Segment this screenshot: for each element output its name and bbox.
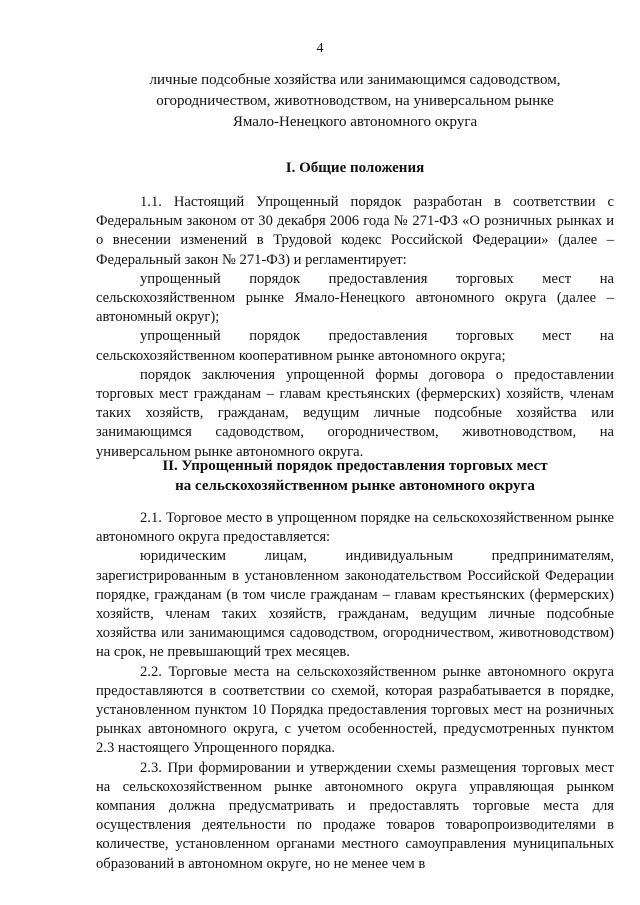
paragraph-list-item: юридическим лицам, индивидуальным предпринимателям, зарегистрированным в установленном законодательством Российской Федерации порядке, гражданам (в том числе гражданам – главам крестьянских (фермерских) хозяйств, членам таких хозяйств, гражданам, ведущим личные подсобные хозяйства или занимающимся садоводством, огородничеством, животноводством) на срок, не превышающий трех месяцев.	[96, 548, 614, 661]
paragraph-2-2: 2.2. Торговые места на сельскохозяйственном рынке автономного округа предоставляются в соответствии со схемой, которая разрабатывается в порядке, установленном пунктом 10 Порядка предоставления торговых мест на розничных рынках автономного округа, с учетом особенностей, предусмотренных пунктом 2.3 настоящего Упрощенного порядка.	[96, 663, 614, 757]
paragraph-list-item: упрощенный порядок предоставления торговых мест на сельскохозяйственном кооперативном рынке автономного округа;	[96, 328, 614, 364]
paragraph-list-item: порядок заключения упрощенной формы договора о предоставлении торговых мест гражданам – главам крестьянских (фермерских) хозяйств, членам таких хозяйств, гражданам, ведущим личные подсобные хозяйства или занимающимся садоводством, огородничеством, животноводством, на универсальном рынке автономного округа.	[96, 366, 614, 460]
title-line: Ямало-Ненецкого автономного округа	[232, 114, 478, 130]
paragraph-list-item: упрощенный порядок предоставления торговых мест на сельскохозяйственном рынке Ямало-Ненецкого автономного округа (далее – автономный округ);	[96, 270, 614, 326]
title-line: личные подсобные хозяйства или занимающимся садоводством,	[149, 72, 561, 88]
paragraph-2-1: 2.1. Торговое место в упрощенном порядке на сельскохозяйственном рынке автономного округа предоставляется:	[96, 510, 614, 546]
section-2-heading	[96, 456, 614, 496]
paragraph-1-1: 1.1. Настоящий Упрощенный порядок разработан в соответствии с Федеральным законом от 30 декабря 2006 года № 271-ФЗ «О розничных рынках и о внесении изменений в Трудовой кодекс Российской Федерации» (далее – Федеральный закон № 271-ФЗ) и регламентирует:	[96, 194, 614, 268]
title-line: огородничеством, животноводством, на универсальном рынке	[156, 93, 554, 109]
section-2-heading-line: на сельскохозяйственном рынке автономного округа	[175, 478, 535, 494]
page-number: 4	[316, 41, 324, 56]
paragraph-2-3: 2.3. При формировании и утверждении схемы размещения торговых мест на сельскохозяйственном рынке автономного округа управляющая рынком компания должна предусматривать и предоставлять торговые места для осуществления деятельности по продаже товаров товаропроизводителями в количестве, установленном органами местного самоуправления муниципальных образований в автономном округе, но не менее чем в	[96, 759, 614, 872]
section-1-body	[96, 193, 614, 462]
section-1-heading: I. Общие положения	[285, 160, 425, 176]
document-title-continuation	[96, 70, 614, 133]
section-2-heading-line: II. Упрощенный порядок предоставления торговых мест	[162, 458, 548, 474]
section-2-body	[96, 509, 614, 874]
